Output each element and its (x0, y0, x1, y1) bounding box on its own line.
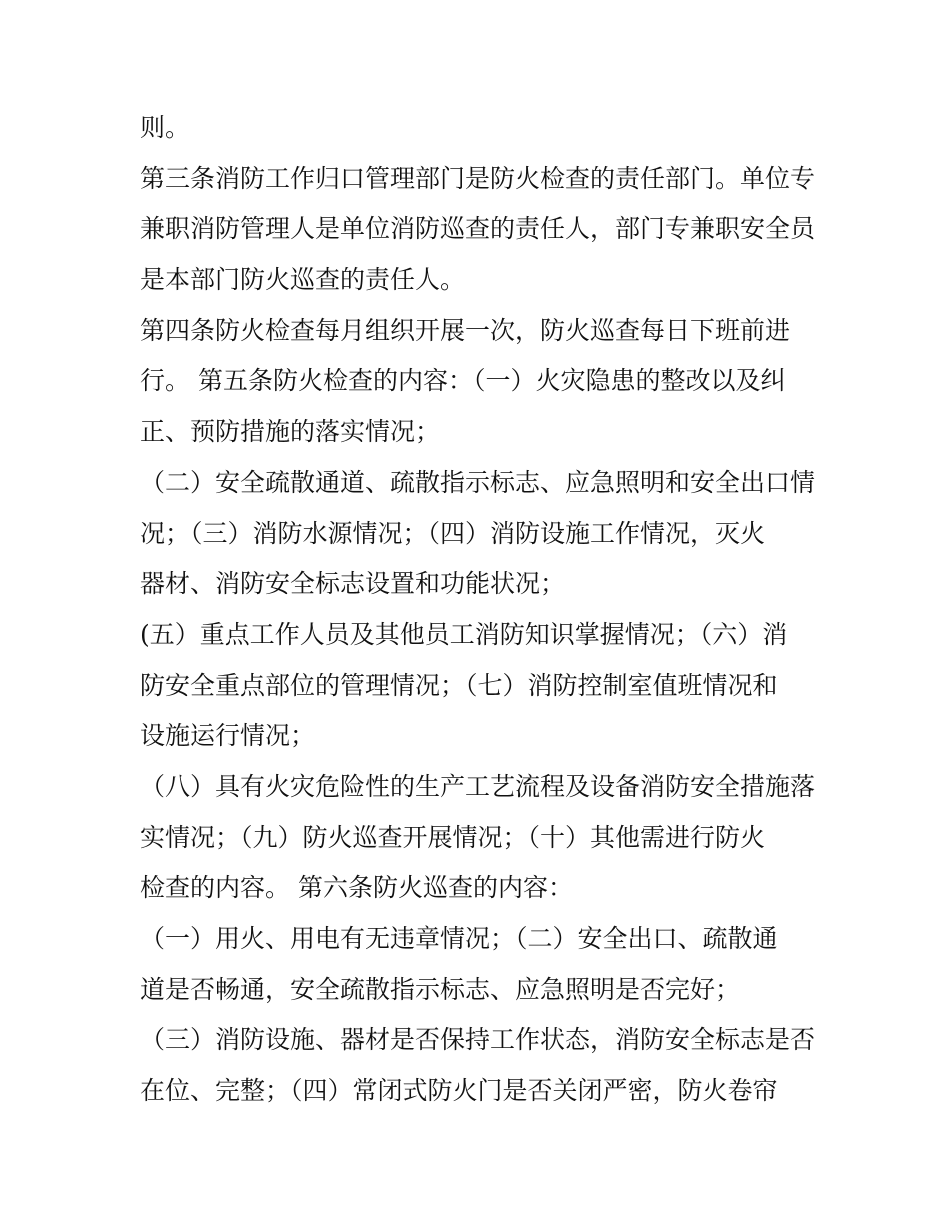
text-line: 器材、消防安全标志设置和功能状况； (140, 569, 566, 599)
text-line: 则。 (140, 113, 191, 142)
text-line: （三）消防设施、器材是否保持工作状态，消防安全标志是否 (140, 1025, 816, 1055)
text-line: 第四条防火检查每月组织开展一次，防火巡查每日下班前进 (140, 315, 791, 345)
text-line: (五）重点工作人员及其他员工消防知识掌握情况；（六）消 (140, 619, 788, 649)
text-line: 防安全重点部位的管理情况；（七）消防控制室值班情况和 (140, 670, 778, 700)
text-line: 兼职消防管理人是单位消防巡查的责任人，部门专兼职安全员 (140, 214, 816, 244)
text-line: 实情况；（九）防火巡查开展情况；（十）其他需进行防火 (140, 822, 766, 852)
text-line: （一）用火、用电有无违章情况；（二）安全出口、疏散通 (140, 924, 778, 953)
text-line: （八）具有火灾危险性的生产工艺流程及设备消防安全措施落 (140, 771, 816, 801)
text-line: （二）安全疏散通道、疏散指示标志、应急照明和安全出口情 (140, 467, 816, 497)
text-line: 第三条消防工作归口管理部门是防火检查的责任部门。单位专 (140, 163, 816, 193)
text-line: 检查的内容。 第六条防火巡查的内容： (140, 873, 573, 903)
text-line: 设施运行情况； (140, 721, 316, 751)
text-line: 是本部门防火巡查的责任人。 (140, 265, 466, 295)
body-text (140, 103, 820, 1117)
text-line: 况；（三）消防水源情况；（四）消防设施工作情况，灭火 (140, 518, 766, 548)
text-line: 行。 第五条防火检查的内容：（一）火灾隐患的整改以及纠 (140, 366, 786, 396)
text-line: 正、预防措施的落实情况； (140, 417, 441, 447)
text-line: 道是否畅通，安全疏散指示标志、应急照明是否完好； (140, 974, 741, 1004)
text-line: 在位、完整；（四）常闭式防火门是否关闭严密，防火卷帘 (140, 1076, 778, 1106)
